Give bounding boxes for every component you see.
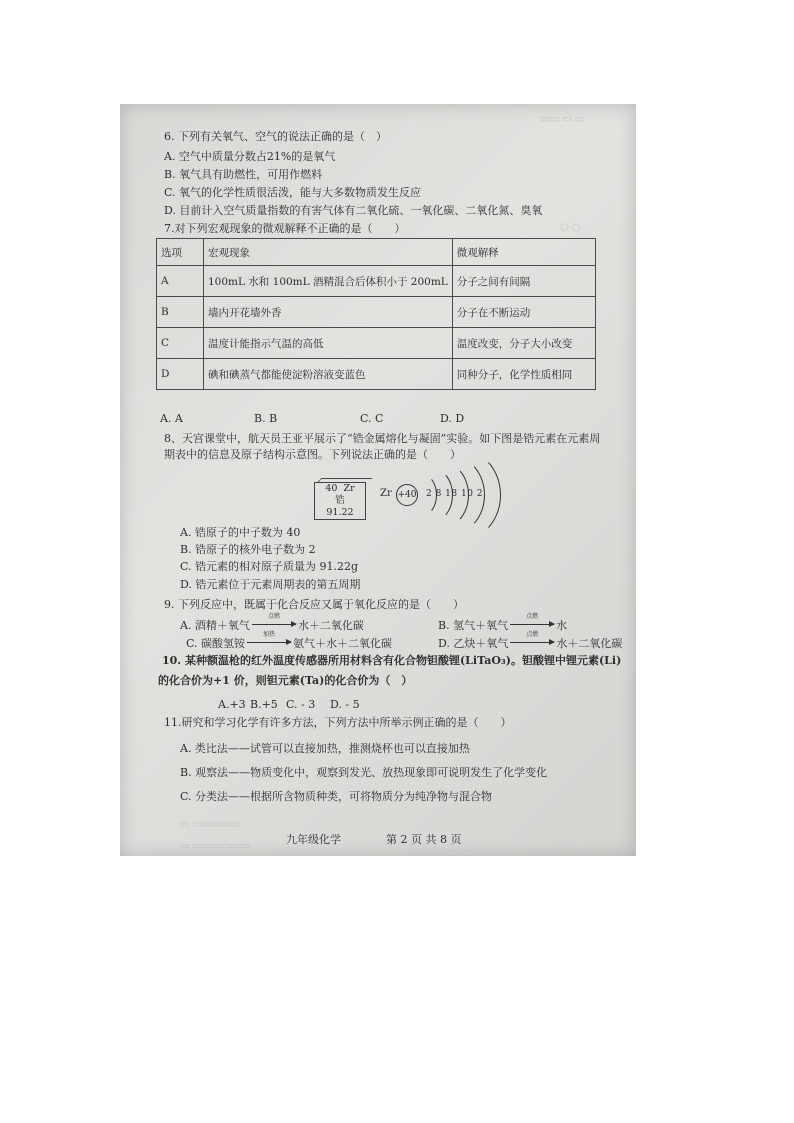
q11-stem: 11.研究和学习化学有许多方法，下列方法中所举示例正确的是（ ） xyxy=(164,716,512,729)
atom-symbol: Zr xyxy=(380,488,392,499)
q8-option-d: D. 锆元素位于元素周期表的第五周期 xyxy=(180,578,361,591)
table-row xyxy=(157,266,596,297)
q9-d-products: 水＋二氧化碳 xyxy=(556,637,623,650)
q7-stem: 7.对下列宏观现象的微观解释不正确的是（ ） xyxy=(164,222,406,235)
table-cell: 温度计能指示气温的高低 xyxy=(204,328,453,359)
reaction-arrow-icon xyxy=(247,631,291,643)
bleed-through-mark: ▭ ▭▭▭▭▭▭ xyxy=(180,841,250,852)
element-mass: 91.22 xyxy=(326,507,354,518)
q10-choice-d: D. - 5 xyxy=(330,698,360,711)
reaction-condition: 点燃 xyxy=(526,631,539,638)
q8-option-c: C. 锆元素的相对原子质量为 91.22g xyxy=(180,560,359,573)
q6-stem: 6. 下列有关氧气、空气的说法正确的是（ ） xyxy=(164,130,387,143)
bleed-through-mark: ○ ○ xyxy=(560,222,581,233)
q9-option-d xyxy=(438,631,623,651)
table-cell: 分子之间有间隔 xyxy=(452,266,595,297)
q8-option-b: B. 锆原子的核外电子数为 2 xyxy=(180,543,316,556)
q10-choice-c: C. - 3 xyxy=(286,698,316,711)
footer-page-number: 第 2 页 共 8 页 xyxy=(386,833,462,846)
electron-shell-counts: 2 8 18 10 2 xyxy=(426,489,484,499)
table-cell: B xyxy=(157,297,204,328)
element-name: 锆 xyxy=(335,495,345,506)
table-header-cell: 微观解释 xyxy=(452,239,595,266)
table-cell: 100mL 水和 100mL 酒精混合后体积小于 200mL xyxy=(204,266,453,297)
table-row xyxy=(157,328,596,359)
footer-subject: 九年级化学 xyxy=(286,833,341,846)
table-header-cell: 宏观现象 xyxy=(204,239,453,266)
q9-a-products: 水＋二氧化碳 xyxy=(297,619,364,632)
q8-stem-line2: 期表中的信息及原子结构示意图。下列说法正确的是（ ） xyxy=(164,448,461,461)
table-cell: 同种分子，化学性质相同 xyxy=(452,359,595,390)
reaction-arrow-icon xyxy=(510,631,554,643)
q6-option-c: C. 氧气的化学性质很活泼，能与大多数物质发生反应 xyxy=(164,186,422,199)
q10-choice-b: B.+5 xyxy=(250,698,278,711)
q6-option-a: A. 空气中质量分数占21%的是氧气 xyxy=(164,150,336,163)
q9-c-reactants: C. 碳酸氢铵 xyxy=(186,637,246,650)
q11-option-a: A. 类比法——试管可以直接加热，推测烧杯也可以直接加热 xyxy=(180,742,470,755)
q9-b-products: 水 xyxy=(556,619,568,632)
table-cell: 碘和碘蒸气都能使淀粉溶液变蓝色 xyxy=(204,359,453,390)
reaction-arrow-icon xyxy=(252,613,296,625)
q7-choice-c: C. C xyxy=(360,412,384,425)
q11-option-b: B. 观察法——物质变化中，观察到发光、放热现象即可说明发生了化学变化 xyxy=(180,766,548,779)
bleed-through-mark: ▭▭ ▭ ▭ xyxy=(540,114,585,125)
table-header-cell: 选项 xyxy=(157,239,204,266)
q7-choice-a: A. A xyxy=(160,412,183,425)
q11-option-c: C. 分类法——根据所含物质种类，可将物质分为纯净物与混合物 xyxy=(180,790,493,803)
q9-a-reactants: A. 酒精＋氧气 xyxy=(180,619,250,632)
table-cell: 墙内开花墙外香 xyxy=(204,297,453,328)
q9-stem: 9. 下列反应中，既属于化合反应又属于氧化反应的是（ ） xyxy=(164,598,464,611)
periodic-table-cell xyxy=(314,482,366,520)
q9-c-products: 氨气＋水＋二氧化碳 xyxy=(293,637,393,650)
q8-stem-line1: 8、天宫课堂中，航天员王亚平展示了“锆金属熔化与凝固”实验。如下图是锆元素在元素周 xyxy=(164,432,601,445)
exam-page-photo xyxy=(120,104,636,856)
q10-line1: 10. 某种额温枪的红外温度传感器所用材料含有化合物钽酸锂(LiTaO₃)。钽酸锂中锂元素(Li) xyxy=(162,654,622,667)
atom-nucleus: +40 xyxy=(396,484,418,506)
q10-choice-a: A.+3 xyxy=(218,698,246,711)
table-row xyxy=(157,297,596,328)
bleed-through-mark: ▭ ▭▭▭▭▭ xyxy=(180,819,240,830)
q9-b-reactants: B. 氢气＋氧气 xyxy=(438,619,509,632)
reaction-condition: 点燃 xyxy=(526,613,539,620)
q8-option-a: A. 锆原子的中子数为 40 xyxy=(180,526,301,539)
q6-option-b: B. 氧气具有助燃性，可用作燃料 xyxy=(164,168,323,181)
table-header-row xyxy=(157,239,596,266)
table-row xyxy=(157,359,596,390)
reaction-arrow-icon xyxy=(510,613,554,625)
q6-option-d: D. 目前计入空气质量指数的有害气体有二氧化硫、一氧化碳、二氧化氮、臭氧 xyxy=(164,204,543,217)
table-cell: D xyxy=(157,359,204,390)
reaction-condition: 加热 xyxy=(263,631,276,638)
table-cell: C xyxy=(157,328,204,359)
element-number: 40 xyxy=(325,483,338,494)
q9-d-reactants: D. 乙炔＋氧气 xyxy=(438,637,509,650)
element-symbol: Zr xyxy=(343,483,355,494)
q7-choice-b: B. B xyxy=(254,412,278,425)
q10-line2: 的化合价为+1 价，则钽元素(Ta)的化合价为（ ） xyxy=(158,674,413,687)
q7-choice-d: D. D xyxy=(440,412,465,425)
table-cell: 温度改变，分子大小改变 xyxy=(452,328,595,359)
table-cell: A xyxy=(157,266,204,297)
q7-table xyxy=(156,238,596,390)
table-cell: 分子在不断运动 xyxy=(452,297,595,328)
q9-option-c xyxy=(186,631,393,651)
reaction-condition: 点燃 xyxy=(267,613,280,620)
